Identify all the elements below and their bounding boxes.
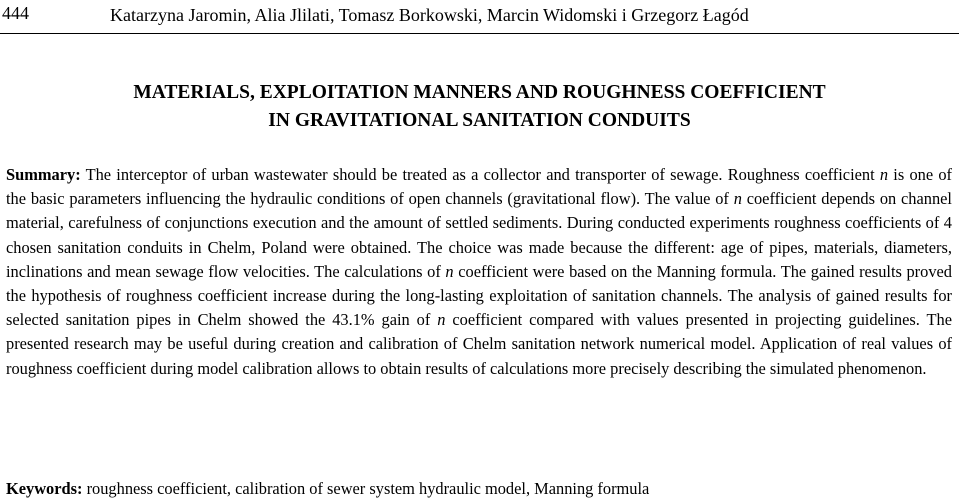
page-header [0,0,959,38]
symbol-n: n [445,261,454,281]
summary-text-4: coefficient were based on the Manning formula. The gained results proved the hypothesis of roughness coefficient increase during the long-lasting exploitation of sanitation channels. The analysis of gained results for selected sanitation pipes in Chelm showed the 43.1% gain of [6,261,953,330]
symbol-n: n [733,189,742,209]
running-header-authors: Katarzyna Jaromin, Alia Jlilati, Tomasz Borkowski, Marcin Widomski i Grzegorz Łagód [110,5,749,25]
paper-title-line-1: MATERIALS, EXPLOITATION MANNERS AND ROUGHNESS COEFFICIENT [133,82,826,103]
page-number: 444 [2,3,29,23]
keywords-label: Keywords: [6,479,83,498]
paper-title-line-2: IN GRAVITATIONAL SANITATION CONDUITS [268,110,691,131]
summary-text-5: coefficient compared with values presented in projecting guidelines. The presented research may be useful during creation and calibration of Chelm sanitation network numerical model. Application of real values of roughness coefficient during model calibration allows to obtain results of calculations more precisely describing the simulated phenomenon. [6,310,952,378]
paper-title [0,79,959,135]
summary-text-2: is one of the basic parameters influencing the hydraulic conditions of open channels (gravitational flow). The value of [6,165,952,209]
keywords-line [6,478,952,500]
summary-label: Summary: [6,165,81,184]
summary-text-1: The interceptor of urban wastewater should be treated as a collector and transporter of sewage. Roughness coefficient [80,165,880,184]
symbol-n: n [879,165,889,184]
keywords-text: roughness coefficient, calibration of sewer system hydraulic model, Manning formula [82,479,650,498]
symbol-n: n [437,310,446,330]
header-rule [0,33,959,34]
summary-text-3: coefficient depends on channel material, carefulness of conjunctions execution and the amount of settled sediments. During conducted experiments roughness coefficients of 4 chosen sanitation conduits in Chelm, Poland were obtained. The choice was made because the different: age of pipes, materials, diameters, inclinations and mean sewage flow velocities. The calculations of [6,189,952,281]
summary-paragraph [6,163,952,381]
